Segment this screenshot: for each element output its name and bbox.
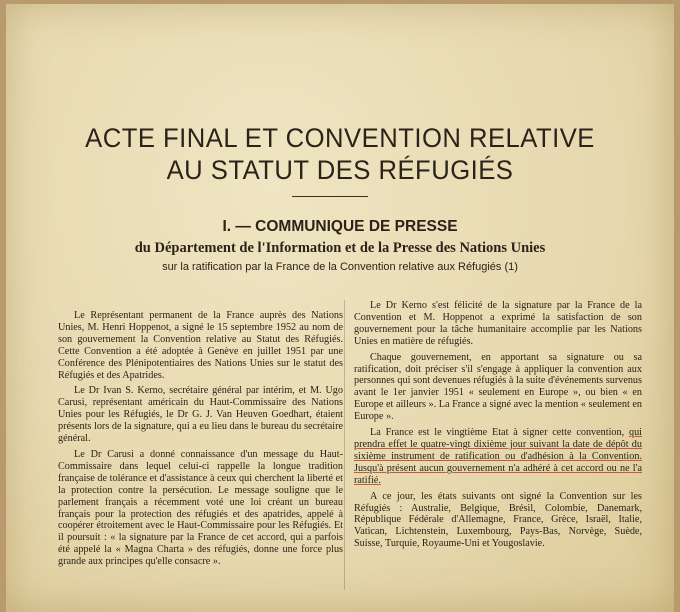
paragraph: Le Dr Kerno s'est félicité de la signature par la France de la Convention et M. Hoppenot a exprimé la satisfaction de son gouvernement pour la tâche humanitaire accomplie par les Nations Unies en matière de réfugiés. (354, 300, 642, 347)
column-divider (344, 300, 345, 590)
right-column (354, 300, 642, 554)
document-title-line-2: AU STATUT DES RÉFUGIÉS (166, 155, 514, 185)
annotated-text: qui prendra effet le quatre-vingt dixième jour suivant la date de dépôt du sixième instrument de ratification ou d'adhésion à la Convention. Jusqu'à présent aucun gouvernement n'a adhéré à cet accord ou ne l'a ratifié. (354, 427, 642, 486)
title-divider (292, 196, 368, 197)
paragraph-text: La France est le vingtième Etat à signer cette convention, (370, 427, 629, 439)
paragraph: Le Dr Ivan S. Kerno, secrétaire général par intérim, et M. Ugo Carusi, représentant américain du Haut-Commissaire des Nations Unies pour les Réfugiés, le Dr G. J. Van Heuven Goedhart, étaient présents lors de la signature, qui a eu lieu dans le bureau du secrétaire général. (58, 385, 343, 445)
department-heading: du Département de l'Information et de la Presse des Nations Unies (134, 240, 546, 256)
paragraph: Le Dr Carusi a donné connaissance d'un message du Haut-Commissaire dans lequel celui-ci rappelle la longue tradition française de tolérance et d'assistance à ceux qui cherchent la liberté et la protection contre la persécution. Le message souligne que le parlement français a récemment voté une loi créant un bureau français pour la protection des réfugiés et des apatrides, appelé à coopérer étroitement avec le Haut-Commissaire pour les Réfugiés. Et il poursuit : « la signature par la France de cet accord, qui a parfois été appelé la « Magna Charta » des réfugiés, donne une force plus grande aux principes qu'elle consacre ». (58, 448, 343, 568)
paragraph: Le Représentant permanent de la France auprès des Nations Unies, M. Henri Hoppenot, a signé le 15 septembre 1952 au nom de son gouvernement la Convention relative au Statut des Réfugiés. Cette Convention a été adoptée à Genève en juillet 1951 par une Conférence des Plénipotentiaires des Nations Unies sur le statut des Réfugiés et des Apatrides. (58, 310, 343, 381)
subject-heading: sur la ratification par la France de la Convention relative aux Réfugiés (1) (162, 261, 518, 273)
paragraph (354, 427, 642, 487)
paragraph: A ce jour, les états suivants ont signé la Convention sur les Réfugiés : Australie, Belgique, Brésil, Colombie, Danemark, République Fédérale d'Allemagne, France, Grèce, Israël, Italie, Vatican, Lichtenstein, Luxembourg, Pays-Bas, Norvège, Suède, Suisse, Turquie, Royaume-Uni et Yougoslavie. (354, 490, 642, 550)
document-title-line-1: ACTE FINAL ET CONVENTION RELATIVE (85, 123, 595, 153)
paragraph: Chaque gouvernement, en apportant sa signature ou sa ratification, doit préciser s'il s'engage à appliquer la convention aux personnes qui sont devenues réfugiés à la suite d'événements survenus avant le 1er janvier 1951 « seulement en Europe », ou bien « en Europe et ailleurs ». La France a signé avec la mention « seulement en Europe ». (354, 351, 642, 423)
left-column (58, 310, 343, 572)
section-heading: I. — COMMUNIQUE DE PRESSE (222, 218, 458, 235)
document-page (6, 4, 674, 612)
